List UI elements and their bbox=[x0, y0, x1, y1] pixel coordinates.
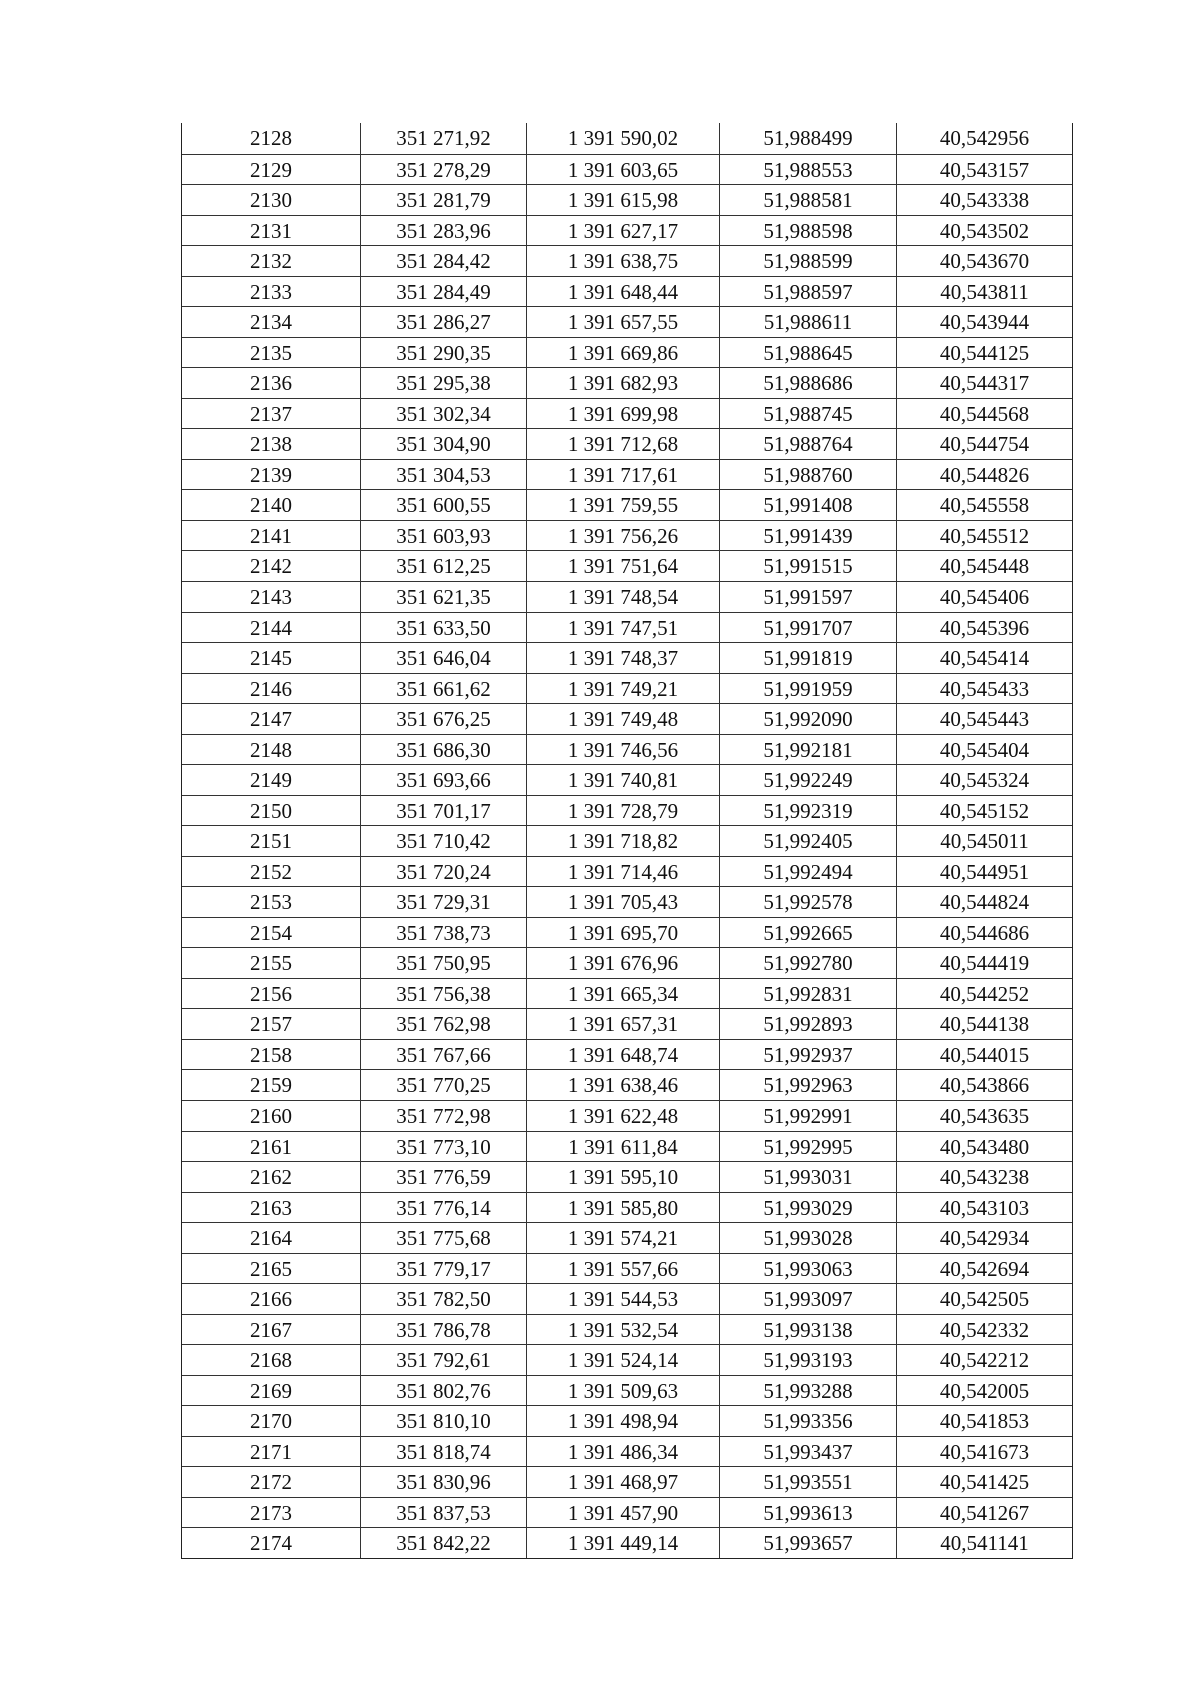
x-coordinate-cell: 351 701,17 bbox=[360, 796, 526, 826]
y-coordinate-cell: 1 391 740,81 bbox=[526, 765, 719, 795]
table-row bbox=[182, 673, 1072, 704]
table-row bbox=[182, 1008, 1072, 1039]
x-coordinate-cell: 351 646,04 bbox=[360, 643, 526, 673]
x-coordinate-cell: 351 767,66 bbox=[360, 1040, 526, 1070]
longitude-cell: 40,543811 bbox=[896, 277, 1072, 307]
y-coordinate-cell: 1 391 544,53 bbox=[526, 1284, 719, 1314]
longitude-cell: 40,543338 bbox=[896, 185, 1072, 215]
longitude-cell: 40,542694 bbox=[896, 1254, 1072, 1284]
point-number-cell: 2139 bbox=[250, 462, 292, 487]
x-coordinate-cell: 351 710,42 bbox=[360, 826, 526, 856]
latitude-cell: 51,993028 bbox=[719, 1223, 896, 1253]
x-coordinate-cell: 351 686,30 bbox=[360, 735, 526, 765]
longitude-cell: 40,544252 bbox=[896, 979, 1072, 1009]
x-coordinate-cell: 351 756,38 bbox=[360, 979, 526, 1009]
latitude-cell: 51,992937 bbox=[719, 1040, 896, 1070]
longitude-cell: 40,544015 bbox=[896, 1040, 1072, 1070]
x-coordinate-cell: 351 278,29 bbox=[360, 155, 526, 185]
table-row bbox=[182, 1466, 1072, 1497]
table-row bbox=[182, 642, 1072, 673]
table-row bbox=[182, 612, 1072, 643]
point-number-cell: 2172 bbox=[250, 1470, 292, 1495]
x-coordinate-cell: 351 295,38 bbox=[360, 368, 526, 398]
x-coordinate-cell: 351 281,79 bbox=[360, 185, 526, 215]
point-number-cell: 2171 bbox=[250, 1439, 292, 1464]
x-coordinate-cell: 351 842,22 bbox=[360, 1528, 526, 1558]
latitude-cell: 51,992494 bbox=[719, 857, 896, 887]
table-row bbox=[182, 581, 1072, 612]
table-row bbox=[182, 398, 1072, 429]
y-coordinate-cell: 1 391 728,79 bbox=[526, 796, 719, 826]
latitude-cell: 51,992995 bbox=[719, 1132, 896, 1162]
point-number-cell: 2141 bbox=[250, 523, 292, 548]
x-coordinate-cell: 351 762,98 bbox=[360, 1009, 526, 1039]
y-coordinate-cell: 1 391 627,17 bbox=[526, 216, 719, 246]
x-coordinate-cell: 351 676,25 bbox=[360, 704, 526, 734]
latitude-cell: 51,993031 bbox=[719, 1162, 896, 1192]
table-row bbox=[182, 550, 1072, 581]
point-number-cell: 2132 bbox=[250, 249, 292, 274]
longitude-cell: 40,544826 bbox=[896, 460, 1072, 490]
longitude-cell: 40,544824 bbox=[896, 887, 1072, 917]
point-number-cell: 2156 bbox=[250, 981, 292, 1006]
point-number-cell: 2133 bbox=[250, 279, 292, 304]
longitude-cell: 40,542212 bbox=[896, 1345, 1072, 1375]
table-row bbox=[182, 520, 1072, 551]
longitude-cell: 40,545448 bbox=[896, 551, 1072, 581]
table-row bbox=[182, 978, 1072, 1009]
latitude-cell: 51,993356 bbox=[719, 1406, 896, 1436]
longitude-cell: 40,545512 bbox=[896, 521, 1072, 551]
latitude-cell: 51,988499 bbox=[719, 123, 896, 154]
latitude-cell: 51,993288 bbox=[719, 1376, 896, 1406]
y-coordinate-cell: 1 391 699,98 bbox=[526, 399, 719, 429]
latitude-cell: 51,991597 bbox=[719, 582, 896, 612]
table-row bbox=[182, 1131, 1072, 1162]
longitude-cell: 40,544125 bbox=[896, 338, 1072, 368]
longitude-cell: 40,542005 bbox=[896, 1376, 1072, 1406]
table-row bbox=[182, 856, 1072, 887]
y-coordinate-cell: 1 391 638,75 bbox=[526, 246, 719, 276]
longitude-cell: 40,542934 bbox=[896, 1223, 1072, 1253]
y-coordinate-cell: 1 391 756,26 bbox=[526, 521, 719, 551]
y-coordinate-cell: 1 391 695,70 bbox=[526, 918, 719, 948]
table-row bbox=[182, 1161, 1072, 1192]
y-coordinate-cell: 1 391 714,46 bbox=[526, 857, 719, 887]
point-number-cell: 2134 bbox=[250, 310, 292, 335]
table-row bbox=[182, 764, 1072, 795]
y-coordinate-cell: 1 391 749,21 bbox=[526, 674, 719, 704]
latitude-cell: 51,988553 bbox=[719, 155, 896, 185]
y-coordinate-cell: 1 391 665,34 bbox=[526, 979, 719, 1009]
point-number-cell: 2151 bbox=[250, 829, 292, 854]
table-row bbox=[182, 245, 1072, 276]
point-number-cell: 2143 bbox=[250, 584, 292, 609]
point-number-cell: 2153 bbox=[250, 890, 292, 915]
point-number-cell: 2142 bbox=[250, 554, 292, 579]
x-coordinate-cell: 351 621,35 bbox=[360, 582, 526, 612]
y-coordinate-cell: 1 391 751,64 bbox=[526, 551, 719, 581]
table-row bbox=[182, 154, 1072, 185]
y-coordinate-cell: 1 391 705,43 bbox=[526, 887, 719, 917]
longitude-cell: 40,544419 bbox=[896, 948, 1072, 978]
x-coordinate-cell: 351 770,25 bbox=[360, 1070, 526, 1100]
latitude-cell: 51,992893 bbox=[719, 1009, 896, 1039]
x-coordinate-cell: 351 284,42 bbox=[360, 246, 526, 276]
longitude-cell: 40,543238 bbox=[896, 1162, 1072, 1192]
y-coordinate-cell: 1 391 449,14 bbox=[526, 1528, 719, 1558]
x-coordinate-cell: 351 792,61 bbox=[360, 1345, 526, 1375]
x-coordinate-cell: 351 286,27 bbox=[360, 307, 526, 337]
point-number-cell: 2150 bbox=[250, 798, 292, 823]
y-coordinate-cell: 1 391 557,66 bbox=[526, 1254, 719, 1284]
table-row bbox=[182, 215, 1072, 246]
x-coordinate-cell: 351 304,90 bbox=[360, 429, 526, 459]
point-number-cell: 2129 bbox=[250, 157, 292, 182]
latitude-cell: 51,991707 bbox=[719, 613, 896, 643]
longitude-cell: 40,543480 bbox=[896, 1132, 1072, 1162]
x-coordinate-cell: 351 304,53 bbox=[360, 460, 526, 490]
latitude-cell: 51,992665 bbox=[719, 918, 896, 948]
table-row bbox=[182, 1344, 1072, 1375]
longitude-cell: 40,545433 bbox=[896, 674, 1072, 704]
longitude-cell: 40,543502 bbox=[896, 216, 1072, 246]
y-coordinate-cell: 1 391 574,21 bbox=[526, 1223, 719, 1253]
point-number-cell: 2145 bbox=[250, 646, 292, 671]
latitude-cell: 51,993657 bbox=[719, 1528, 896, 1558]
y-coordinate-cell: 1 391 457,90 bbox=[526, 1498, 719, 1528]
latitude-cell: 51,988745 bbox=[719, 399, 896, 429]
table-row bbox=[182, 1253, 1072, 1284]
latitude-cell: 51,993097 bbox=[719, 1284, 896, 1314]
table-row bbox=[182, 1497, 1072, 1528]
longitude-cell: 40,541425 bbox=[896, 1467, 1072, 1497]
latitude-cell: 51,992090 bbox=[719, 704, 896, 734]
point-number-cell: 2148 bbox=[250, 737, 292, 762]
x-coordinate-cell: 351 290,35 bbox=[360, 338, 526, 368]
x-coordinate-cell: 351 738,73 bbox=[360, 918, 526, 948]
x-coordinate-cell: 351 802,76 bbox=[360, 1376, 526, 1406]
y-coordinate-cell: 1 391 595,10 bbox=[526, 1162, 719, 1192]
point-number-cell: 2146 bbox=[250, 676, 292, 701]
point-number-cell: 2162 bbox=[250, 1165, 292, 1190]
table-row bbox=[182, 1100, 1072, 1131]
table-row bbox=[182, 947, 1072, 978]
point-number-cell: 2154 bbox=[250, 920, 292, 945]
table-row bbox=[182, 1375, 1072, 1406]
point-number-cell: 2144 bbox=[250, 615, 292, 640]
x-coordinate-cell: 351 779,17 bbox=[360, 1254, 526, 1284]
table-row bbox=[182, 337, 1072, 368]
point-number-cell: 2166 bbox=[250, 1287, 292, 1312]
latitude-cell: 51,988645 bbox=[719, 338, 896, 368]
x-coordinate-cell: 351 302,34 bbox=[360, 399, 526, 429]
point-number-cell: 2173 bbox=[250, 1500, 292, 1525]
table-row bbox=[182, 1527, 1072, 1558]
latitude-cell: 51,992991 bbox=[719, 1101, 896, 1131]
latitude-cell: 51,993138 bbox=[719, 1315, 896, 1345]
y-coordinate-cell: 1 391 498,94 bbox=[526, 1406, 719, 1436]
y-coordinate-cell: 1 391 712,68 bbox=[526, 429, 719, 459]
x-coordinate-cell: 351 633,50 bbox=[360, 613, 526, 643]
latitude-cell: 51,993613 bbox=[719, 1498, 896, 1528]
x-coordinate-cell: 351 750,95 bbox=[360, 948, 526, 978]
y-coordinate-cell: 1 391 749,48 bbox=[526, 704, 719, 734]
latitude-cell: 51,992319 bbox=[719, 796, 896, 826]
longitude-cell: 40,542956 bbox=[896, 123, 1072, 154]
latitude-cell: 51,992780 bbox=[719, 948, 896, 978]
point-number-cell: 2163 bbox=[250, 1195, 292, 1220]
longitude-cell: 40,543944 bbox=[896, 307, 1072, 337]
x-coordinate-cell: 351 776,59 bbox=[360, 1162, 526, 1192]
latitude-cell: 51,988581 bbox=[719, 185, 896, 215]
y-coordinate-cell: 1 391 622,48 bbox=[526, 1101, 719, 1131]
point-number-cell: 2161 bbox=[250, 1134, 292, 1159]
y-coordinate-cell: 1 391 532,54 bbox=[526, 1315, 719, 1345]
longitude-cell: 40,543157 bbox=[896, 155, 1072, 185]
table-row bbox=[182, 123, 1072, 154]
point-number-cell: 2164 bbox=[250, 1226, 292, 1251]
table-row bbox=[182, 1222, 1072, 1253]
x-coordinate-cell: 351 772,98 bbox=[360, 1101, 526, 1131]
point-number-cell: 2158 bbox=[250, 1042, 292, 1067]
table-row bbox=[182, 703, 1072, 734]
y-coordinate-cell: 1 391 747,51 bbox=[526, 613, 719, 643]
latitude-cell: 51,991439 bbox=[719, 521, 896, 551]
y-coordinate-cell: 1 391 590,02 bbox=[526, 123, 719, 154]
latitude-cell: 51,991408 bbox=[719, 490, 896, 520]
point-number-cell: 2152 bbox=[250, 859, 292, 884]
table-row bbox=[182, 917, 1072, 948]
longitude-cell: 40,542505 bbox=[896, 1284, 1072, 1314]
longitude-cell: 40,541267 bbox=[896, 1498, 1072, 1528]
y-coordinate-cell: 1 391 585,80 bbox=[526, 1193, 719, 1223]
latitude-cell: 51,988598 bbox=[719, 216, 896, 246]
x-coordinate-cell: 351 661,62 bbox=[360, 674, 526, 704]
table-row bbox=[182, 1436, 1072, 1467]
point-number-cell: 2169 bbox=[250, 1378, 292, 1403]
table-row bbox=[182, 489, 1072, 520]
latitude-cell: 51,993437 bbox=[719, 1437, 896, 1467]
latitude-cell: 51,988686 bbox=[719, 368, 896, 398]
y-coordinate-cell: 1 391 615,98 bbox=[526, 185, 719, 215]
y-coordinate-cell: 1 391 657,55 bbox=[526, 307, 719, 337]
latitude-cell: 51,992249 bbox=[719, 765, 896, 795]
longitude-cell: 40,545324 bbox=[896, 765, 1072, 795]
latitude-cell: 51,991819 bbox=[719, 643, 896, 673]
longitude-cell: 40,543670 bbox=[896, 246, 1072, 276]
table-row bbox=[182, 276, 1072, 307]
table-row bbox=[182, 1405, 1072, 1436]
point-number-cell: 2165 bbox=[250, 1256, 292, 1281]
x-coordinate-cell: 351 693,66 bbox=[360, 765, 526, 795]
table-row bbox=[182, 1069, 1072, 1100]
point-number-cell: 2128 bbox=[250, 126, 292, 150]
point-number-cell: 2159 bbox=[250, 1073, 292, 1098]
latitude-cell: 51,988597 bbox=[719, 277, 896, 307]
longitude-cell: 40,544951 bbox=[896, 857, 1072, 887]
longitude-cell: 40,543866 bbox=[896, 1070, 1072, 1100]
y-coordinate-cell: 1 391 611,84 bbox=[526, 1132, 719, 1162]
x-coordinate-cell: 351 729,31 bbox=[360, 887, 526, 917]
point-number-cell: 2138 bbox=[250, 432, 292, 457]
y-coordinate-cell: 1 391 509,63 bbox=[526, 1376, 719, 1406]
y-coordinate-cell: 1 391 648,44 bbox=[526, 277, 719, 307]
y-coordinate-cell: 1 391 718,82 bbox=[526, 826, 719, 856]
x-coordinate-cell: 351 830,96 bbox=[360, 1467, 526, 1497]
point-number-cell: 2131 bbox=[250, 218, 292, 243]
table-row bbox=[182, 886, 1072, 917]
longitude-cell: 40,545404 bbox=[896, 735, 1072, 765]
x-coordinate-cell: 351 782,50 bbox=[360, 1284, 526, 1314]
x-coordinate-cell: 351 810,10 bbox=[360, 1406, 526, 1436]
longitude-cell: 40,544138 bbox=[896, 1009, 1072, 1039]
x-coordinate-cell: 351 600,55 bbox=[360, 490, 526, 520]
y-coordinate-cell: 1 391 524,14 bbox=[526, 1345, 719, 1375]
table-row bbox=[182, 1314, 1072, 1345]
longitude-cell: 40,545443 bbox=[896, 704, 1072, 734]
latitude-cell: 51,988760 bbox=[719, 460, 896, 490]
point-number-cell: 2147 bbox=[250, 707, 292, 732]
x-coordinate-cell: 351 818,74 bbox=[360, 1437, 526, 1467]
point-number-cell: 2174 bbox=[250, 1531, 292, 1556]
table-row bbox=[182, 367, 1072, 398]
longitude-cell: 40,545011 bbox=[896, 826, 1072, 856]
latitude-cell: 51,988611 bbox=[719, 307, 896, 337]
table-row bbox=[182, 428, 1072, 459]
table-row bbox=[182, 459, 1072, 490]
x-coordinate-cell: 351 720,24 bbox=[360, 857, 526, 887]
latitude-cell: 51,992963 bbox=[719, 1070, 896, 1100]
point-number-cell: 2130 bbox=[250, 188, 292, 213]
x-coordinate-cell: 351 603,93 bbox=[360, 521, 526, 551]
latitude-cell: 51,993029 bbox=[719, 1193, 896, 1223]
x-coordinate-cell: 351 775,68 bbox=[360, 1223, 526, 1253]
y-coordinate-cell: 1 391 486,34 bbox=[526, 1437, 719, 1467]
longitude-cell: 40,544317 bbox=[896, 368, 1072, 398]
y-coordinate-cell: 1 391 657,31 bbox=[526, 1009, 719, 1039]
table-row bbox=[182, 184, 1072, 215]
longitude-cell: 40,545414 bbox=[896, 643, 1072, 673]
latitude-cell: 51,993063 bbox=[719, 1254, 896, 1284]
longitude-cell: 40,545396 bbox=[896, 613, 1072, 643]
longitude-cell: 40,544568 bbox=[896, 399, 1072, 429]
point-number-cell: 2157 bbox=[250, 1012, 292, 1037]
longitude-cell: 40,545558 bbox=[896, 490, 1072, 520]
longitude-cell: 40,541141 bbox=[896, 1528, 1072, 1558]
table-row bbox=[182, 795, 1072, 826]
y-coordinate-cell: 1 391 748,54 bbox=[526, 582, 719, 612]
longitude-cell: 40,544686 bbox=[896, 918, 1072, 948]
point-number-cell: 2140 bbox=[250, 493, 292, 518]
longitude-cell: 40,542332 bbox=[896, 1315, 1072, 1345]
x-coordinate-cell: 351 786,78 bbox=[360, 1315, 526, 1345]
table-row bbox=[182, 306, 1072, 337]
longitude-cell: 40,545152 bbox=[896, 796, 1072, 826]
latitude-cell: 51,992405 bbox=[719, 826, 896, 856]
longitude-cell: 40,541853 bbox=[896, 1406, 1072, 1436]
point-number-cell: 2170 bbox=[250, 1409, 292, 1434]
latitude-cell: 51,992578 bbox=[719, 887, 896, 917]
longitude-cell: 40,541673 bbox=[896, 1437, 1072, 1467]
y-coordinate-cell: 1 391 468,97 bbox=[526, 1467, 719, 1497]
x-coordinate-cell: 351 776,14 bbox=[360, 1193, 526, 1223]
point-number-cell: 2168 bbox=[250, 1348, 292, 1373]
point-number-cell: 2137 bbox=[250, 401, 292, 426]
point-number-cell: 2167 bbox=[250, 1317, 292, 1342]
latitude-cell: 51,993551 bbox=[719, 1467, 896, 1497]
latitude-cell: 51,991515 bbox=[719, 551, 896, 581]
y-coordinate-cell: 1 391 603,65 bbox=[526, 155, 719, 185]
longitude-cell: 40,545406 bbox=[896, 582, 1072, 612]
y-coordinate-cell: 1 391 676,96 bbox=[526, 948, 719, 978]
table-row bbox=[182, 1283, 1072, 1314]
x-coordinate-cell: 351 284,49 bbox=[360, 277, 526, 307]
table-row bbox=[182, 825, 1072, 856]
coordinates-table bbox=[181, 123, 1073, 1559]
latitude-cell: 51,988764 bbox=[719, 429, 896, 459]
point-number-cell: 2136 bbox=[250, 371, 292, 396]
y-coordinate-cell: 1 391 669,86 bbox=[526, 338, 719, 368]
x-coordinate-cell: 351 283,96 bbox=[360, 216, 526, 246]
table-row bbox=[182, 734, 1072, 765]
latitude-cell: 51,988599 bbox=[719, 246, 896, 276]
x-coordinate-cell: 351 837,53 bbox=[360, 1498, 526, 1528]
longitude-cell: 40,544754 bbox=[896, 429, 1072, 459]
y-coordinate-cell: 1 391 717,61 bbox=[526, 460, 719, 490]
point-number-cell: 2149 bbox=[250, 768, 292, 793]
x-coordinate-cell: 351 271,92 bbox=[360, 123, 526, 154]
y-coordinate-cell: 1 391 648,74 bbox=[526, 1040, 719, 1070]
point-number-cell: 2155 bbox=[250, 951, 292, 976]
y-coordinate-cell: 1 391 759,55 bbox=[526, 490, 719, 520]
longitude-cell: 40,543635 bbox=[896, 1101, 1072, 1131]
longitude-cell: 40,543103 bbox=[896, 1193, 1072, 1223]
x-coordinate-cell: 351 773,10 bbox=[360, 1132, 526, 1162]
point-number-cell: 2135 bbox=[250, 340, 292, 365]
table-row bbox=[182, 1192, 1072, 1223]
x-coordinate-cell: 351 612,25 bbox=[360, 551, 526, 581]
point-number-cell: 2160 bbox=[250, 1104, 292, 1128]
latitude-cell: 51,992831 bbox=[719, 979, 896, 1009]
y-coordinate-cell: 1 391 638,46 bbox=[526, 1070, 719, 1100]
y-coordinate-cell: 1 391 748,37 bbox=[526, 643, 719, 673]
y-coordinate-cell: 1 391 746,56 bbox=[526, 735, 719, 765]
latitude-cell: 51,993193 bbox=[719, 1345, 896, 1375]
latitude-cell: 51,991959 bbox=[719, 674, 896, 704]
latitude-cell: 51,992181 bbox=[719, 735, 896, 765]
table-row bbox=[182, 1039, 1072, 1070]
y-coordinate-cell: 1 391 682,93 bbox=[526, 368, 719, 398]
